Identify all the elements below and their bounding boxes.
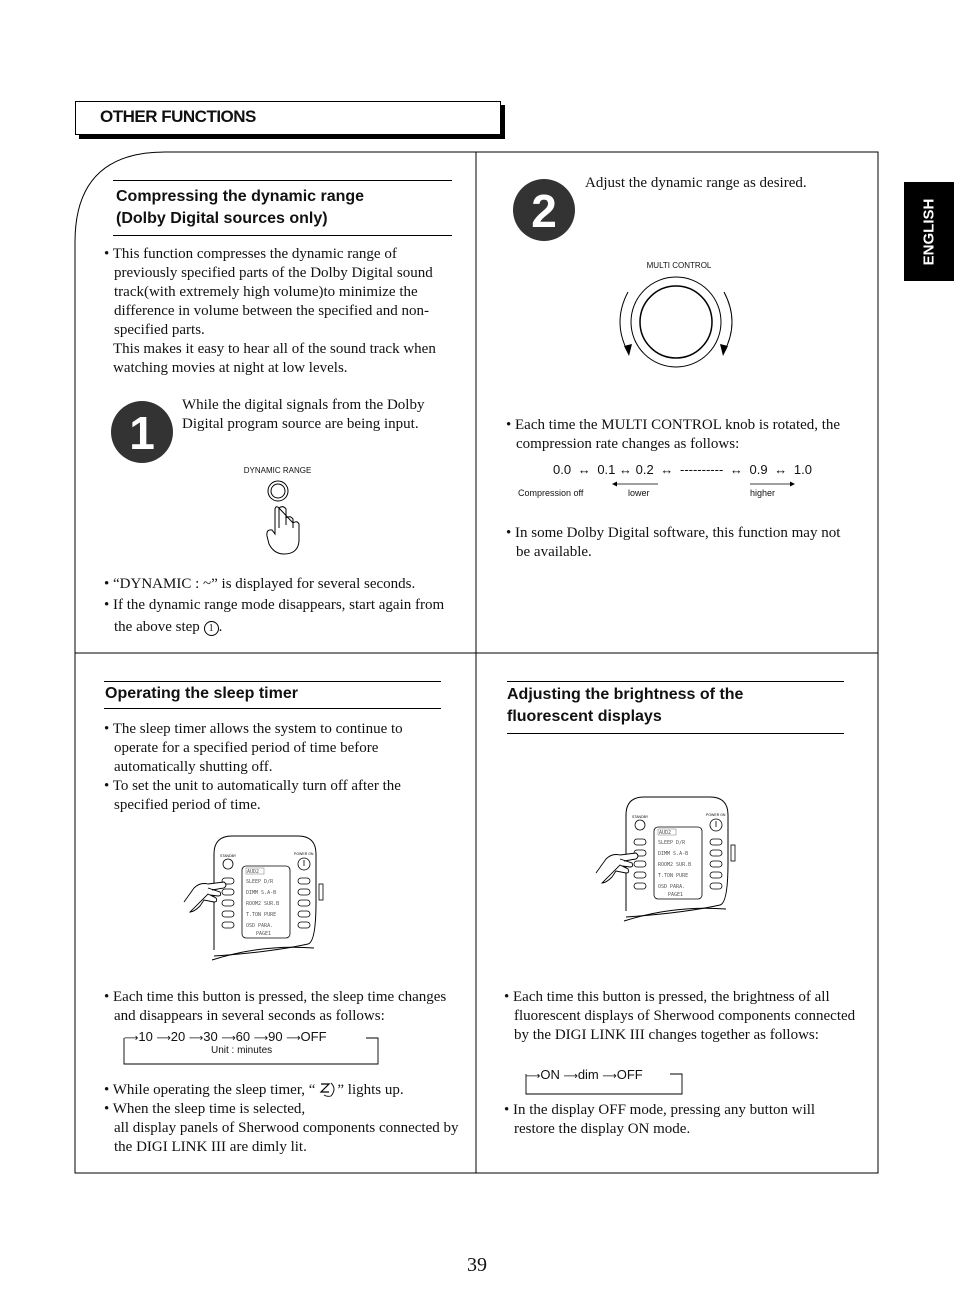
label-higher: higher bbox=[750, 488, 776, 498]
svg-text:SLEEP D/R: SLEEP D/R bbox=[246, 879, 274, 885]
multi-control-label: MULTI CONTROL bbox=[646, 261, 712, 270]
remote-control-dimmer bbox=[594, 793, 740, 923]
bidirectional-arrow: ↔ bbox=[774, 462, 788, 477]
sleep-selected-note-cont: all display panels of Sherwood components connected by the DIGI LINK III are dimly lit. bbox=[114, 1120, 459, 1155]
right-arrow-icon: ⟶ bbox=[221, 1033, 236, 1044]
brightness-title-line2: fluorescent displays bbox=[507, 708, 662, 725]
multi-control-knob bbox=[612, 270, 742, 370]
rate-value: 0.1 bbox=[597, 462, 616, 477]
rule bbox=[104, 708, 441, 709]
right-arrow-icon: ⟶ bbox=[563, 1071, 578, 1082]
rule bbox=[507, 733, 844, 734]
compress-description bbox=[104, 245, 460, 378]
label-lower: lower bbox=[628, 488, 650, 498]
svg-text:ROOM2 SUR.B: ROOM2 SUR.B bbox=[658, 862, 692, 868]
sleep-unit: Unit : minutes bbox=[211, 1045, 273, 1056]
sleep-value: 10 bbox=[138, 1029, 153, 1044]
right-arrow-icon: ⟶ bbox=[602, 1071, 617, 1082]
section-title: OTHER FUNCTIONS bbox=[100, 107, 256, 126]
power-on-label: POWER ON bbox=[294, 852, 314, 856]
rate-ellipsis: ---------- bbox=[679, 462, 724, 477]
right-arrow-icon: ⟶ bbox=[286, 1033, 301, 1044]
sleep-value: 60 bbox=[235, 1029, 251, 1044]
standby-label: STANDBY bbox=[220, 854, 237, 858]
power-on-label: POWER ON bbox=[706, 813, 726, 817]
step2-badge bbox=[512, 176, 576, 242]
step1-number: 1 bbox=[129, 407, 155, 459]
svg-text:T.TON PURE: T.TON PURE bbox=[658, 873, 689, 879]
rule bbox=[104, 681, 441, 682]
right-arrow-icon: ⟶ bbox=[526, 1071, 541, 1082]
restart-note: • If the dynamic range mode disappears, start again from the above step 1 . bbox=[104, 597, 445, 635]
rule bbox=[113, 235, 452, 236]
sleep-value: 30 bbox=[203, 1029, 218, 1044]
sleep-bullet2: • To set the unit to automatically turn off after the specified period of time. bbox=[104, 778, 401, 813]
dynamic-range-button-hand bbox=[262, 478, 306, 558]
sleep-description bbox=[104, 720, 449, 815]
sleep-title: Operating the sleep timer bbox=[105, 685, 298, 702]
compress-notes bbox=[104, 575, 464, 638]
brightness-value: ON bbox=[540, 1067, 560, 1082]
svg-text:SLEEP D/R: SLEEP D/R bbox=[658, 840, 686, 846]
step1-text: While the digital signals from the Dolby Digital program source are being input. bbox=[182, 397, 425, 432]
sleep-press-note: • Each time this button is pressed, the sleep time changes and disappears in several seconds as follows: bbox=[104, 989, 447, 1024]
sleep-value: 20 bbox=[170, 1029, 186, 1044]
sleep-bullet1: • The sleep timer allows the system to continue to operate for a specified period of time before automatically shutting off. bbox=[104, 721, 403, 775]
compress-title bbox=[116, 186, 364, 230]
rule bbox=[507, 681, 844, 682]
brightness-press-note: • Each time this button is pressed, the brightness of all fluorescent displays of Sherwood components connected by the DIGI LINK III changes together as follows: bbox=[504, 989, 856, 1043]
right-arrow-icon: ⟶ bbox=[156, 1033, 171, 1044]
svg-text:OSD PARA.: OSD PARA. bbox=[246, 923, 274, 929]
sleep-z-icon bbox=[315, 1081, 337, 1097]
step2-text: Adjust the dynamic range as desired. bbox=[585, 175, 807, 191]
compression-rate-sequence bbox=[553, 462, 812, 477]
step2-number: 2 bbox=[531, 185, 557, 237]
brightness-value: dim bbox=[577, 1067, 599, 1082]
sleep-value: 90 bbox=[268, 1029, 283, 1044]
language-tab-label: ENGLISH bbox=[920, 198, 938, 265]
brightness-title bbox=[507, 684, 743, 728]
dynamic-display-note: • “DYNAMIC : ~” is displayed for several seconds. bbox=[104, 576, 416, 592]
svg-text:AUD2: AUD2 bbox=[247, 869, 260, 875]
rule bbox=[113, 180, 452, 181]
right-arrow-icon: ⟶ bbox=[188, 1033, 204, 1044]
sleep-selected-note: • When the sleep time is selected, bbox=[104, 1101, 306, 1117]
svg-text:DIMM S.A-B: DIMM S.A-B bbox=[246, 890, 277, 896]
brightness-title-line1: Adjusting the brightness of the bbox=[507, 686, 744, 703]
rate-note: • Each time the MULTI CONTROL knob is rotated, the compression rate changes as follows: bbox=[506, 417, 841, 452]
sleep-cycle-sequence bbox=[124, 1029, 327, 1044]
bidirectional-arrow: ↔ bbox=[619, 462, 633, 477]
svg-text:AUD2: AUD2 bbox=[659, 830, 672, 836]
step1-badge bbox=[110, 398, 174, 464]
compress-para2: This makes it easy to hear all of the sound track when watching movies at night at low levels. bbox=[113, 341, 436, 376]
svg-text:PAGE1: PAGE1 bbox=[668, 892, 684, 898]
brightness-off-note: • In the display OFF mode, pressing any button will restore the display ON mode. bbox=[504, 1102, 816, 1137]
standby-label: STANDBY bbox=[632, 815, 649, 819]
right-arrow-icon: ⟶ bbox=[124, 1033, 139, 1044]
svg-text:PAGE1: PAGE1 bbox=[256, 931, 272, 937]
sleep-indicator-note: • While operating the sleep timer, “ ” lights up. • When the sleep time is selected, all display panels of Sherwood components connected by the DIGI LINK III are dimly lit. bbox=[104, 1081, 469, 1157]
label-compression-off: Compression off bbox=[518, 488, 584, 498]
rate-value: 0.0 bbox=[553, 462, 572, 477]
rate-value: 0.2 bbox=[635, 462, 654, 477]
right-arrow-icon: ⟶ bbox=[253, 1033, 269, 1044]
sleep-value: OFF bbox=[300, 1029, 327, 1044]
circled-step-ref: 1 bbox=[204, 621, 219, 636]
availability-note: • In some Dolby Digital software, this function may not be available. bbox=[506, 525, 841, 560]
brightness-value: OFF bbox=[616, 1067, 643, 1082]
rate-value: 0.9 bbox=[749, 462, 768, 477]
svg-text:ROOM2 SUR.B: ROOM2 SUR.B bbox=[246, 901, 280, 907]
bidirectional-arrow: ↔ bbox=[729, 462, 743, 477]
remote-control-sleep bbox=[182, 832, 328, 962]
svg-text:OSD PARA.: OSD PARA. bbox=[658, 884, 686, 890]
svg-text:T.TON PURE: T.TON PURE bbox=[246, 912, 277, 918]
bidirectional-arrow: ↔ bbox=[660, 462, 674, 477]
compress-title-line1: Compressing the dynamic range bbox=[116, 188, 365, 205]
compress-title-line2: (Dolby Digital sources only) bbox=[116, 210, 328, 227]
dynamic-range-label: DYNAMIC RANGE bbox=[243, 466, 312, 475]
page-number: 39 bbox=[467, 1254, 487, 1276]
svg-text:DIMM S.A-B: DIMM S.A-B bbox=[658, 851, 689, 857]
brightness-cycle-sequence bbox=[526, 1067, 643, 1082]
compress-para1: • This function compresses the dynamic range of previously specified parts of the Dolby Digital sound track(with extremely high volume)to minimize the difference in volume between the specified and non-specified parts. bbox=[104, 246, 433, 338]
bidirectional-arrow: ↔ bbox=[577, 462, 591, 477]
rate-value: 1.0 bbox=[793, 462, 812, 477]
